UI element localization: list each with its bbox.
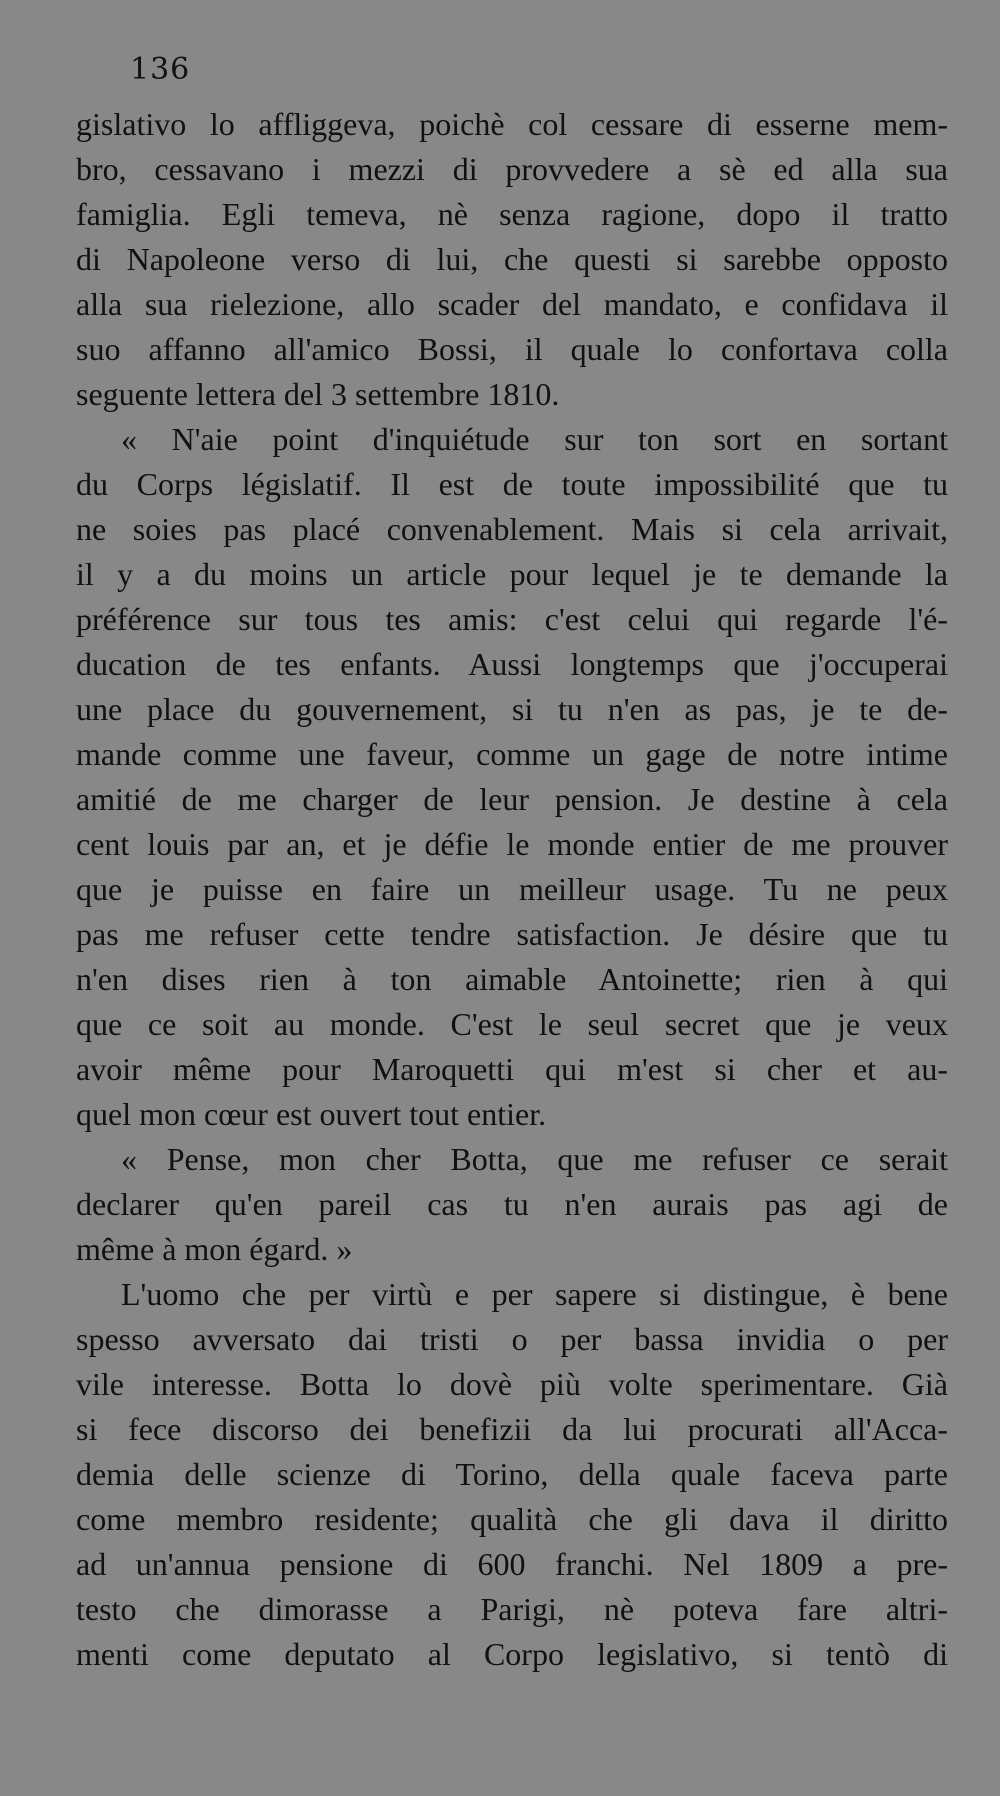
text-line: cent louis par an, et je défie le monde entier de me prouver <box>76 826 948 862</box>
text-line: mande comme une faveur, comme un gage de notre intime <box>76 736 948 772</box>
text-line: que je puisse en faire un meilleur usage. Tu ne peux <box>76 871 948 907</box>
text-line: « N'aie point d'inquiétude sur ton sort en sortant <box>121 421 948 457</box>
text-line: n'en dises rien à ton aimable Antoinette; rien à qui <box>76 961 948 997</box>
paragraph <box>76 1137 948 1272</box>
text-line: gislativo lo affliggeva, poichè col cessare di esserne mem- <box>76 106 948 142</box>
text-line: alla sua rielezione, allo scader del mandato, e confidava il <box>76 286 948 322</box>
text-line: declarer qu'en pareil cas tu n'en aurais pas agi de <box>76 1186 948 1222</box>
text-line: il y a du moins un article pour lequel je te demande la <box>76 556 948 592</box>
body-text <box>76 102 948 1677</box>
text-line: amitié de me charger de leur pension. Je destine à cela <box>76 781 948 817</box>
text-line: du Corps législatif. Il est de toute impossibilité que tu <box>76 466 948 502</box>
text-line: bro, cessavano i mezzi di provvedere a sè ed alla sua <box>76 151 948 187</box>
text-line: une place du gouvernement, si tu n'en as pas, je te de- <box>76 691 948 727</box>
text-line: que ce soit au monde. C'est le seul secret que je veux <box>76 1006 948 1042</box>
text-line: même à mon égard. » <box>76 1231 353 1267</box>
text-line: quel mon cœur est ouvert tout entier. <box>76 1096 547 1132</box>
text-line: suo affanno all'amico Bossi, il quale lo confortava colla <box>76 331 948 367</box>
text-line: pas me refuser cette tendre satisfaction. Je désire que tu <box>76 916 948 952</box>
text-line: L'uomo che per virtù e per sapere si distingue, è bene <box>121 1276 948 1312</box>
text-line: vile interesse. Botta lo dovè più volte sperimentare. Già <box>76 1366 948 1402</box>
text-line: préférence sur tous tes amis: c'est celui qui regarde l'é- <box>76 601 948 637</box>
text-line: ne soies pas placé convenablement. Mais si cela arrivait, <box>76 511 948 547</box>
text-line: come membro residente; qualità che gli dava il diritto <box>76 1501 948 1537</box>
text-line: avoir même pour Maroquetti qui m'est si cher et au- <box>76 1051 948 1087</box>
paragraph <box>76 102 948 417</box>
paragraph <box>76 1272 948 1677</box>
text-line: ducation de tes enfants. Aussi longtemps que j'occuperai <box>76 646 948 682</box>
text-line: spesso avversato dai tristi o per bassa invidia o per <box>76 1321 948 1357</box>
paragraph <box>76 417 948 1137</box>
text-line: « Pense, mon cher Botta, que me refuser ce serait <box>121 1141 948 1177</box>
text-line: demia delle scienze di Torino, della quale faceva parte <box>76 1456 948 1492</box>
text-line: si fece discorso dei benefizii da lui procurati all'Acca- <box>76 1411 948 1447</box>
text-line: menti come deputato al Corpo legislativo, si tentò di <box>76 1636 948 1672</box>
text-line: di Napoleone verso di lui, che questi si sarebbe opposto <box>76 241 948 277</box>
page-number: 136 <box>130 52 191 87</box>
text-line: testo che dimorasse a Parigi, nè poteva fare altri- <box>76 1591 948 1627</box>
text-line: famiglia. Egli temeva, nè senza ragione, dopo il tratto <box>76 196 948 232</box>
text-line: seguente lettera del 3 settembre 1810. <box>76 376 560 412</box>
text-line: ad un'annua pensione di 600 franchi. Nel 1809 a pre- <box>76 1546 948 1582</box>
